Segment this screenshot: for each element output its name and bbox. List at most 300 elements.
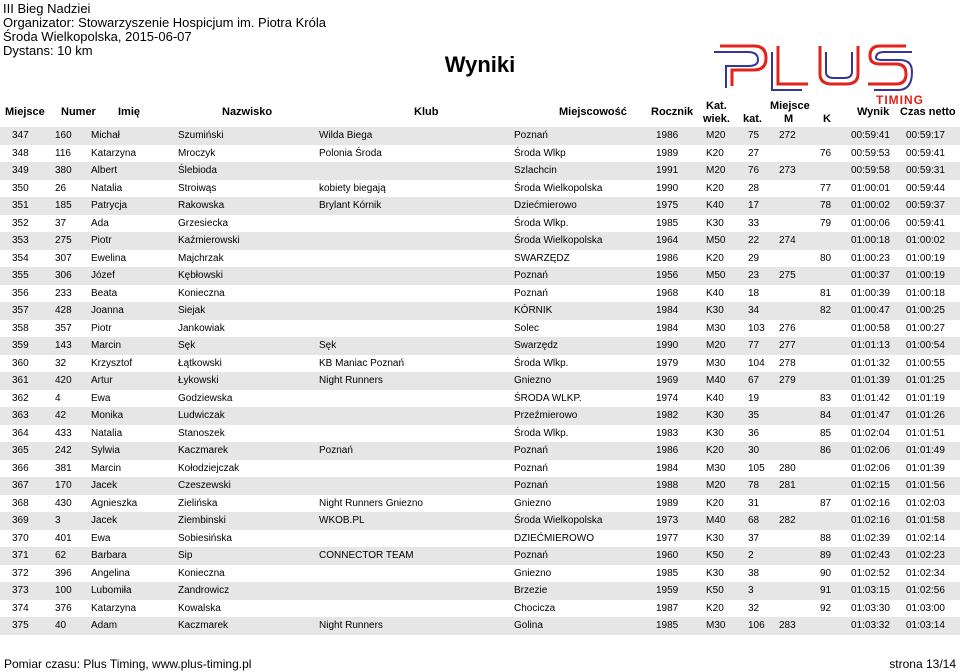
col-k: K <box>823 113 831 125</box>
cell-result: 01:02:16 <box>851 515 890 526</box>
cell-place-k: 85 <box>820 427 832 439</box>
cell-year: 1983 <box>656 427 679 439</box>
table-row <box>0 460 960 478</box>
cell-city: Dziećmierowo <box>514 200 577 211</box>
event-place-date: Środa Wielkopolska, 2015-06-07 <box>3 29 192 44</box>
cell-city: Poznań <box>514 287 548 299</box>
cell-year: 1989 <box>656 497 679 509</box>
col-kat-bottom: wiek. <box>703 113 730 125</box>
cell-number: 40 <box>55 620 67 631</box>
cell-category: K30 <box>706 567 724 579</box>
cell-city: Środa Wlkp. <box>514 357 569 369</box>
cell-city: Poznań <box>514 130 548 141</box>
table-row <box>0 197 960 215</box>
cell-category: M30 <box>706 462 726 474</box>
cell-net-time: 01:00:18 <box>906 287 945 299</box>
cell-city: Golina <box>514 620 543 631</box>
cell-number: 242 <box>55 445 72 456</box>
cell-net-time: 01:01:19 <box>906 392 945 404</box>
cell-number: 170 <box>55 480 72 491</box>
cell-first-name: Albert <box>91 165 118 176</box>
cell-first-name: Ewa <box>91 392 111 404</box>
cell-category-place: 33 <box>748 217 760 229</box>
cell-first-name: Natalia <box>91 427 123 439</box>
cell-club: Wilda Biega <box>319 130 373 141</box>
cell-category: K30 <box>706 217 724 229</box>
table-row <box>0 337 960 355</box>
cell-first-name: Artur <box>91 375 113 386</box>
cell-category-place: 27 <box>748 147 760 159</box>
cell-year: 1990 <box>656 182 679 194</box>
cell-year: 1960 <box>656 550 679 561</box>
cell-last-name: Stroiwąs <box>178 182 217 194</box>
cell-result: 01:02:04 <box>851 427 890 439</box>
cell-first-name: Krzysztof <box>91 357 133 369</box>
cell-first-name: Ada <box>91 217 109 229</box>
cell-net-time: 01:01:49 <box>906 445 945 456</box>
cell-place: 356 <box>12 287 29 299</box>
cell-city: Szlachcin <box>514 165 557 176</box>
cell-category: K50 <box>706 550 724 561</box>
table-row <box>0 600 960 618</box>
cell-result: 00:59:41 <box>851 130 890 141</box>
cell-category-place: 75 <box>748 130 760 141</box>
cell-year: 1959 <box>656 585 679 596</box>
cell-result: 01:00:58 <box>851 322 890 334</box>
cell-place: 360 <box>12 357 29 369</box>
cell-net-time: 01:01:58 <box>906 515 945 526</box>
logo-subtext: TIMING <box>876 93 924 107</box>
cell-city: SWARZĘDZ <box>514 252 570 264</box>
cell-year: 1979 <box>656 357 679 369</box>
event-info <box>3 2 326 58</box>
cell-number: 396 <box>55 567 72 579</box>
cell-first-name: Piotr <box>91 235 112 246</box>
cell-place-k: 88 <box>820 532 832 544</box>
cell-year: 1985 <box>656 567 679 579</box>
cell-first-name: Jacek <box>91 480 118 491</box>
cell-club: KB Maniac Poznań <box>319 357 405 369</box>
cell-place-k: 92 <box>820 602 832 614</box>
cell-club: WKOB.PL <box>319 515 365 526</box>
cell-place-m: 272 <box>779 130 796 141</box>
cell-number: 37 <box>55 217 67 229</box>
cell-year: 1984 <box>656 322 679 334</box>
cell-city: Poznań <box>514 480 548 491</box>
cell-net-time: 01:00:19 <box>906 270 945 281</box>
col-miejscowosc: Miejscowość <box>559 106 627 118</box>
cell-city: Środa Wielkopolska <box>514 235 603 246</box>
cell-number: 376 <box>55 602 72 614</box>
cell-category-place: 38 <box>748 567 760 579</box>
cell-place-m: 273 <box>779 165 796 176</box>
cell-club: kobiety biegają <box>319 182 386 194</box>
table-row <box>0 512 960 530</box>
cell-net-time: 01:01:26 <box>906 410 945 421</box>
cell-category: K40 <box>706 392 724 404</box>
results-table <box>0 127 960 635</box>
cell-result: 01:00:39 <box>851 287 890 299</box>
table-row <box>0 407 960 425</box>
cell-city: ŚRODA WLKP. <box>514 392 582 404</box>
cell-result: 01:02:06 <box>851 462 890 474</box>
cell-year: 1982 <box>656 410 679 421</box>
cell-city: Gniezno <box>514 567 552 579</box>
col-miejsce-top: Miejsce <box>770 100 810 112</box>
table-row <box>0 442 960 460</box>
cell-club: CONNECTOR TEAM <box>319 550 414 561</box>
cell-result: 01:01:32 <box>851 357 890 369</box>
cell-first-name: Angelina <box>91 567 130 579</box>
cell-last-name: Godziewska <box>178 392 233 404</box>
cell-result: 01:02:43 <box>851 550 890 561</box>
cell-place: 365 <box>12 445 29 456</box>
cell-place: 363 <box>12 410 29 421</box>
cell-club: Night Runners Gniezno <box>319 497 423 509</box>
cell-first-name: Beata <box>91 287 118 299</box>
cell-year: 1991 <box>656 165 679 176</box>
cell-net-time: 01:00:25 <box>906 305 945 316</box>
cell-first-name: Ewa <box>91 532 111 544</box>
cell-year: 1990 <box>656 340 679 351</box>
cell-category-place: 22 <box>748 235 760 246</box>
cell-last-name: Czeszewski <box>178 480 231 491</box>
cell-place: 374 <box>12 602 29 614</box>
cell-place-m: 283 <box>779 620 796 631</box>
cell-place-k: 90 <box>820 567 832 579</box>
table-row <box>0 582 960 600</box>
cell-result: 01:00:01 <box>851 182 890 194</box>
table-row <box>0 547 960 565</box>
cell-place-m: 274 <box>779 235 796 246</box>
cell-net-time: 00:59:44 <box>906 182 945 194</box>
organizer: Organizator: Stowarzyszenie Hospicjum im. Piotra Króla <box>3 15 326 30</box>
cell-category: M50 <box>706 235 726 246</box>
table-row <box>0 232 960 250</box>
cell-last-name: Kaźmierowski <box>178 235 240 246</box>
col-numer: Numer <box>61 106 96 118</box>
cell-year: 1974 <box>656 392 679 404</box>
cell-last-name: Kaczmarek <box>178 445 229 456</box>
cell-first-name: Agnieszka <box>91 497 138 509</box>
cell-number: 26 <box>55 182 67 194</box>
cell-category-place: 18 <box>748 287 760 299</box>
cell-net-time: 01:00:19 <box>906 252 945 264</box>
cell-last-name: Konieczna <box>178 567 225 579</box>
cell-last-name: Szumiński <box>178 130 224 141</box>
cell-net-time: 01:01:25 <box>906 375 945 386</box>
cell-place: 358 <box>12 322 29 334</box>
cell-net-time: 01:00:27 <box>906 322 945 334</box>
cell-place-k: 84 <box>820 410 832 421</box>
cell-city: Środa Wlkp <box>514 147 566 159</box>
cell-number: 430 <box>55 497 72 509</box>
cell-city: Swarzędz <box>514 340 558 351</box>
cell-first-name: Józef <box>91 270 115 281</box>
cell-number: 32 <box>55 357 67 369</box>
table-row <box>0 215 960 233</box>
cell-result: 01:00:23 <box>851 252 890 264</box>
cell-club: Night Runners <box>319 375 383 386</box>
page-number: strona 13/14 <box>889 657 956 671</box>
table-row <box>0 127 960 145</box>
cell-category: M20 <box>706 130 726 141</box>
cell-result: 01:03:30 <box>851 602 890 614</box>
cell-category: M20 <box>706 480 726 491</box>
cell-first-name: Katarzyna <box>91 602 137 614</box>
cell-number: 306 <box>55 270 72 281</box>
cell-number: 185 <box>55 200 72 211</box>
cell-place-k: 79 <box>820 217 832 229</box>
cell-result: 01:01:13 <box>851 340 890 351</box>
cell-category-place: 31 <box>748 497 760 509</box>
cell-category-place: 105 <box>748 462 765 474</box>
col-rocznik: Rocznik <box>651 106 694 118</box>
cell-net-time: 00:59:37 <box>906 200 945 211</box>
cell-net-time: 01:02:23 <box>906 550 945 561</box>
cell-last-name: Kębłowski <box>178 270 224 281</box>
cell-category-place: 106 <box>748 620 765 631</box>
table-row <box>0 565 960 583</box>
cell-last-name: Zielińska <box>178 497 218 509</box>
cell-last-name: Konieczna <box>178 287 225 299</box>
cell-place: 349 <box>12 165 29 176</box>
cell-place-m: 275 <box>779 270 796 281</box>
col-kat-top: Kat. <box>706 100 727 112</box>
cell-number: 160 <box>55 130 72 141</box>
cell-net-time: 01:01:39 <box>906 462 945 474</box>
cell-net-time: 01:02:34 <box>906 567 945 579</box>
col-klub: Klub <box>414 106 439 118</box>
cell-year: 1988 <box>656 480 679 491</box>
cell-category: K30 <box>706 532 724 544</box>
cell-place-m: 276 <box>779 322 796 334</box>
cell-year: 1977 <box>656 532 679 544</box>
cell-number: 380 <box>55 165 72 176</box>
cell-place-k: 78 <box>820 200 832 211</box>
table-row <box>0 390 960 408</box>
table-row <box>0 617 960 635</box>
cell-year: 1984 <box>656 462 679 474</box>
cell-place: 352 <box>12 217 29 229</box>
cell-place: 373 <box>12 585 29 596</box>
cell-number: 401 <box>55 532 72 544</box>
cell-year: 1986 <box>656 130 679 141</box>
cell-club: Poznań <box>319 445 353 456</box>
cell-category: K20 <box>706 182 724 194</box>
col-kat: kat. <box>743 113 762 125</box>
cell-first-name: Sylwia <box>91 445 120 456</box>
cell-first-name: Monika <box>91 410 124 421</box>
cell-last-name: Majchrzak <box>178 252 224 264</box>
cell-city: Środa Wielkopolska <box>514 182 603 194</box>
cell-place: 372 <box>12 567 29 579</box>
cell-result: 01:00:06 <box>851 217 890 229</box>
cell-result: 01:01:42 <box>851 392 890 404</box>
event-name: III Bieg Nadziei <box>3 1 91 16</box>
cell-place: 375 <box>12 620 29 631</box>
distance: Dystans: 10 km <box>3 43 93 58</box>
cell-last-name: Siejak <box>178 305 206 316</box>
cell-year: 1989 <box>656 147 679 159</box>
cell-last-name: Łątkowski <box>178 357 222 369</box>
cell-category: K50 <box>706 585 724 596</box>
cell-place: 364 <box>12 427 29 439</box>
cell-category: M40 <box>706 375 726 386</box>
cell-last-name: Mroczyk <box>178 147 216 159</box>
cell-net-time: 00:59:31 <box>906 165 945 176</box>
col-imie: Imię <box>118 106 141 118</box>
cell-net-time: 01:02:56 <box>906 585 945 596</box>
cell-year: 1984 <box>656 305 679 316</box>
cell-first-name: Marcin <box>91 462 122 474</box>
cell-net-time: 01:00:55 <box>906 357 945 369</box>
cell-category-place: 36 <box>748 427 760 439</box>
cell-category-place: 35 <box>748 410 760 421</box>
table-row <box>0 302 960 320</box>
cell-city: DZIEĆMIEROWO <box>514 532 594 544</box>
cell-club: Brylant Kórnik <box>319 200 382 211</box>
cell-place: 369 <box>12 515 29 526</box>
cell-number: 42 <box>55 410 67 421</box>
cell-last-name: Ziembinski <box>178 515 226 526</box>
cell-category-place: 3 <box>748 585 754 596</box>
table-row <box>0 180 960 198</box>
cell-net-time: 00:59:41 <box>906 217 945 229</box>
table-row <box>0 477 960 495</box>
cell-result: 01:02:15 <box>851 480 890 491</box>
cell-place: 359 <box>12 340 29 351</box>
cell-city: Środa Wlkp. <box>514 217 569 229</box>
cell-place: 371 <box>12 550 29 561</box>
cell-category: K20 <box>706 445 724 456</box>
cell-category-place: 2 <box>748 550 754 561</box>
footer-timing: Pomiar czasu: Plus Timing, www.plus-timing.pl <box>4 657 252 671</box>
cell-club: Night Runners <box>319 620 383 631</box>
cell-category: K40 <box>706 200 724 211</box>
cell-place: 351 <box>12 200 29 211</box>
cell-last-name: Sip <box>178 550 193 561</box>
cell-number: 381 <box>55 462 72 474</box>
cell-year: 1985 <box>656 217 679 229</box>
cell-result: 01:02:52 <box>851 567 890 579</box>
cell-last-name: Kowalska <box>178 602 221 614</box>
cell-place-k: 83 <box>820 392 832 404</box>
cell-number: 233 <box>55 287 72 299</box>
col-wynik: Wynik <box>857 106 890 118</box>
cell-place-m: 280 <box>779 462 796 474</box>
cell-place: 366 <box>12 462 29 474</box>
cell-number: 307 <box>55 252 72 264</box>
cell-place: 353 <box>12 235 29 246</box>
cell-number: 433 <box>55 427 72 439</box>
cell-category-place: 29 <box>748 252 760 264</box>
cell-city: Gniezno <box>514 375 552 386</box>
cell-category: M30 <box>706 322 726 334</box>
cell-year: 1975 <box>656 200 679 211</box>
cell-place: 355 <box>12 270 29 281</box>
cell-club: Sęk <box>319 340 337 351</box>
cell-number: 357 <box>55 322 72 334</box>
cell-last-name: Grzesiecka <box>178 217 229 229</box>
cell-first-name: Katarzyna <box>91 147 137 159</box>
cell-place: 350 <box>12 182 29 194</box>
cell-result: 00:59:58 <box>851 165 890 176</box>
cell-category-place: 76 <box>748 165 760 176</box>
table-row <box>0 250 960 268</box>
cell-result: 01:03:32 <box>851 620 890 631</box>
cell-net-time: 00:59:41 <box>906 147 945 159</box>
cell-first-name: Ewelina <box>91 252 127 264</box>
cell-result: 01:00:18 <box>851 235 890 246</box>
cell-category-place: 78 <box>748 480 760 491</box>
cell-place-m: 277 <box>779 340 796 351</box>
cell-place-m: 278 <box>779 357 796 369</box>
cell-last-name: Kaczmarek <box>178 620 229 631</box>
cell-place-k: 87 <box>820 497 832 509</box>
cell-last-name: Sęk <box>178 340 196 351</box>
cell-category-place: 67 <box>748 375 760 386</box>
cell-last-name: Ślebioda <box>178 165 217 176</box>
cell-place-k: 77 <box>820 182 832 194</box>
cell-category-place: 19 <box>748 392 760 404</box>
cell-net-time: 01:03:14 <box>906 620 945 631</box>
cell-last-name: Ludwiczak <box>178 410 225 421</box>
cell-result: 00:59:53 <box>851 147 890 159</box>
cell-city: Poznań <box>514 462 548 474</box>
cell-result: 01:01:39 <box>851 375 890 386</box>
cell-category-place: 104 <box>748 357 765 369</box>
cell-place: 370 <box>12 532 29 544</box>
cell-net-time: 01:00:54 <box>906 340 945 351</box>
cell-first-name: Michał <box>91 130 120 141</box>
cell-result: 01:02:39 <box>851 532 890 544</box>
table-row <box>0 372 960 390</box>
cell-number: 3 <box>55 515 61 526</box>
cell-place-m: 281 <box>779 480 796 491</box>
cell-city: Chocicza <box>514 602 556 614</box>
cell-city: Przeźmierowo <box>514 410 578 421</box>
cell-place: 347 <box>12 130 29 141</box>
cell-place: 354 <box>12 252 29 264</box>
cell-net-time: 01:02:14 <box>906 532 945 544</box>
cell-category: M40 <box>706 515 726 526</box>
cell-year: 1964 <box>656 235 679 246</box>
cell-category-place: 34 <box>748 305 760 316</box>
cell-result: 01:00:02 <box>851 200 890 211</box>
page-title: Wyniki <box>444 52 516 77</box>
cell-category: K20 <box>706 497 724 509</box>
cell-result: 01:00:37 <box>851 270 890 281</box>
cell-year: 1987 <box>656 602 679 614</box>
cell-last-name: Stanoszek <box>178 427 225 439</box>
table-header <box>0 100 960 130</box>
col-nazwisko: Nazwisko <box>222 106 273 118</box>
cell-category: M20 <box>706 340 726 351</box>
cell-place-m: 282 <box>779 515 796 526</box>
cell-result: 01:01:47 <box>851 410 890 421</box>
plus-timing-logo <box>708 36 958 108</box>
cell-category-place: 28 <box>748 182 760 194</box>
cell-number: 62 <box>55 550 67 561</box>
cell-net-time: 01:00:02 <box>906 235 945 246</box>
cell-number: 420 <box>55 375 72 386</box>
cell-category-place: 37 <box>748 532 760 544</box>
cell-result: 01:02:06 <box>851 445 890 456</box>
cell-place: 367 <box>12 480 29 491</box>
cell-first-name: Piotr <box>91 322 112 334</box>
cell-first-name: Joanna <box>91 305 124 316</box>
